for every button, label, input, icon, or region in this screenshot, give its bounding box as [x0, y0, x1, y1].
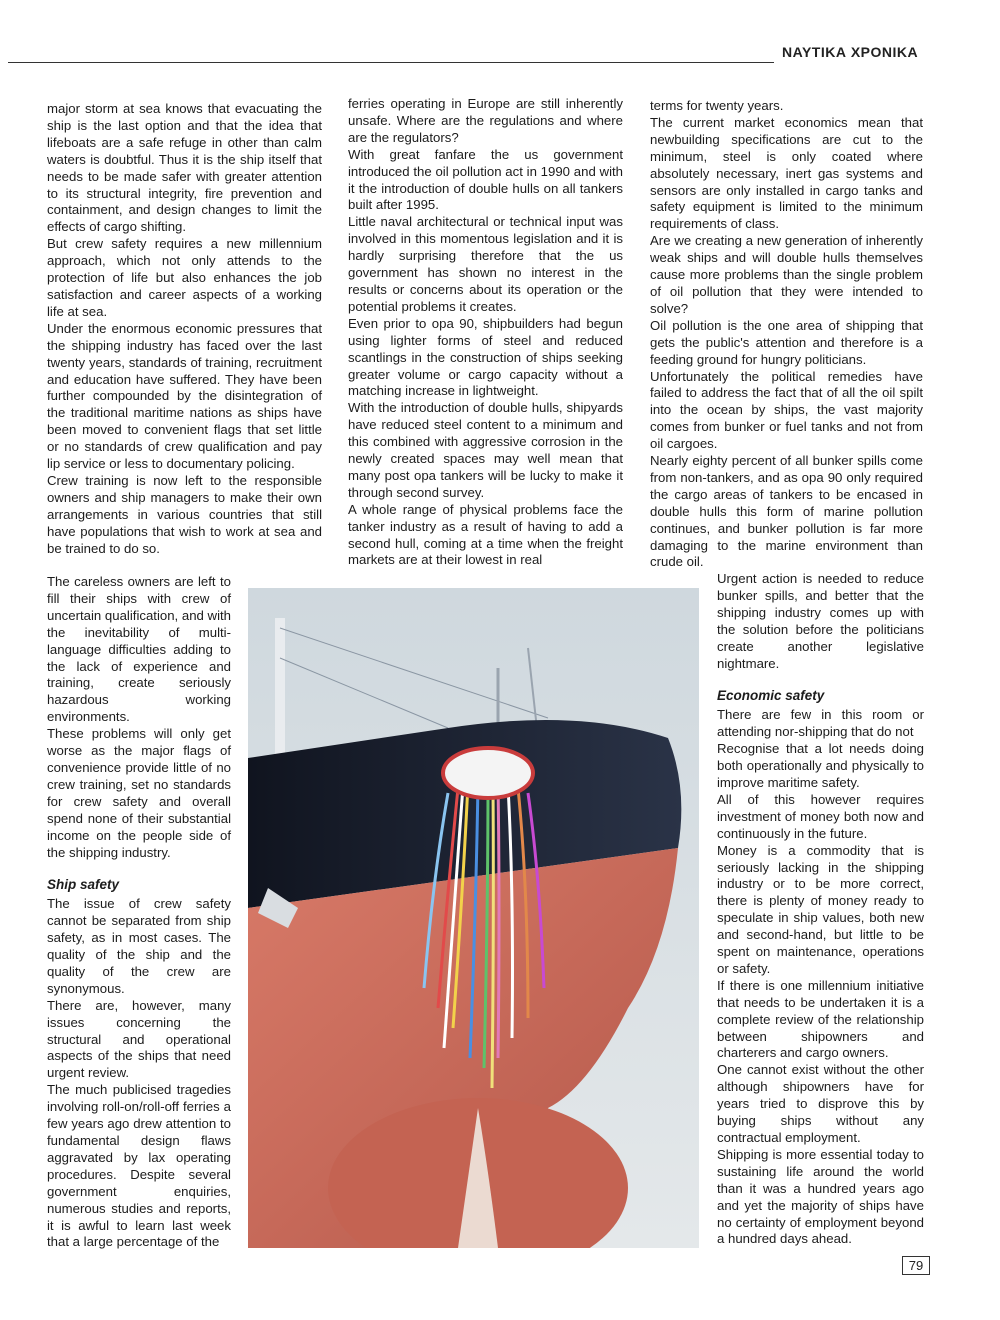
paragraph: The current market economics mean that newbuilding specifications are cut to the minimum, steel is only coated where absolutely necessary, inert gas systems and sensors are only installed in cargo tanks and safety equipment is limited to the minimum requirements of class. — [650, 114, 923, 232]
paragraph: Oil pollution is the one area of shipping that gets the public's attention and therefore is a feeding ground for hungry politicians. — [650, 317, 923, 367]
paragraph: Money is a commodity that is seriously lacking in the shipping industry or to be more correct, there is plenty of money ready to speculate in ship values, both new and second-hand, but little to be spent on maintenance, operations or safety. — [717, 842, 924, 976]
section-heading-ship-safety: Ship safety — [47, 877, 120, 893]
column-3-narrow — [717, 571, 924, 1248]
paragraph: The issue of crew safety cannot be separated from ship safety, as in most cases. The quality of the ship and the quality of the crew are synonymous. — [47, 896, 231, 996]
paragraph: Are we creating a new generation of inherently weak ships and will double hulls themselves cause more problems than the single problem of oil pollution that they were intended to solve? — [650, 233, 923, 316]
column-1 — [47, 101, 322, 557]
header-rule — [8, 62, 774, 63]
paragraph: Unfortunately the political remedies have failed to address the fact that of all the oil spilt into the ocean by ships, the vast majority comes from bunker or fuel tanks and not from oil cargoes. — [650, 368, 923, 452]
column-1-narrow — [47, 574, 231, 1251]
paragraph: With the introduction of double hulls, shipyards have reduced steel content to a minimum and this combined with aggressive corrosion in the newly created spaces may well mean that many post opa tankers will be lucky to make it through second survey. — [348, 400, 623, 500]
paragraph: The much publicised tragedies involving roll-on/roll-off ferries a few years ago drew attention to fundamental design flaws aggravated by lax operating procedures. Despite several government enquiries, numerous studies and reports, it is awful to learn last week that a large percentage of the — [47, 1082, 231, 1250]
paragraph: The careless owners are left to fill their ships with crew of uncertain qualification, and with the inevitability of multi-language difficulties adding to the lack of experience and training, create seriously hazardous working environments. — [47, 574, 232, 725]
paragraph: Shipping is more essential today to sustaining life around the world than it was a hundred years ago and yet the majority of ships have no certainty of employment beyond a hundred days ahead. — [717, 1146, 924, 1247]
paragraph: Crew training is now left to the responsible owners and ship managers to make their own arrangements in various countries that still have populations that wish to work at sea and be trained to do so. — [47, 472, 322, 556]
paragraph: ferries operating in Europe are still inherently unsafe. Where are the regulations and where are the regulators? — [348, 96, 623, 145]
column-3 — [650, 98, 923, 571]
paragraph: Recognise that a lot needs doing both operationally and physically to improve maritime safety. — [717, 741, 924, 790]
paragraph: But crew safety requires a new millennium approach, which not only attends to the protection of life but also enhances the job satisfaction and career aspects of a working life at sea. — [47, 236, 322, 319]
paragraph: major storm at sea knows that evacuating the ship is the last option and that the idea that lifeboats are a safe refuge in other than calm waters is doubtful. Thus it is the ship itself that needs to be made safer with greater attention to its structural integrity, fire prevention and containment, and design changes to limit the effects of cargo shifting. — [47, 101, 322, 235]
paragraph: One cannot exist without the other although shipowners have for years tried to disprove this by buying ships without any contractual employment. — [717, 1062, 924, 1145]
paragraph: With great fanfare the us government introduced the oil pollution act in 1990 and with it the introduction of double hulls on all tankers built after 1995. — [348, 146, 623, 213]
section-heading-economic-safety: Economic safety — [717, 688, 825, 704]
page-number: 79 — [902, 1256, 930, 1275]
paragraph: These problems will only get worse as the major flags of convenience provide little of no crew training, set no standards for crew safety and overall spend none of their substantial income on the people side of the shipping industry. — [47, 726, 231, 860]
paragraph: All of this however requires investment of money both now and continuously in the future. — [717, 791, 924, 841]
ship-launch-photo — [248, 588, 699, 1248]
paragraph: Little naval architectural or technical input was involved in this momentous legislation and it is hardly surprising therefore that the us government has shown no interest in the results or concerns about its operation or the potential problems it creates. — [348, 214, 623, 314]
streamer-ball — [443, 748, 533, 798]
paragraph: If there is one millennium initiative that needs to be undertaken it is a complete review of the relationship between shipowners and charterers and cargo owners. — [717, 977, 924, 1061]
paragraph: Under the enormous economic pressures that the shipping industry has faced over the last twenty years, standards of training, recruitment and education have suffered. They have been further compounded by the disintegration of the traditional maritime nations as ships have been moved to convenient flags that set little or no standards of crew qualification and pay lip service or less to documentary policing. — [47, 320, 322, 472]
paragraph: Urgent action is needed to reduce bunker spills, and better that the shipping industry comes up with the solution before the politicians create another legislative nightmare. — [717, 571, 924, 671]
column-2 — [348, 96, 623, 569]
paragraph: A whole range of physical problems face the tanker industry as a result of having to add a second hull, coming at a time when the freight markets are at their lowest in real — [348, 501, 623, 568]
paragraph: There are, however, many issues concerning the structural and operational aspects of the ships that need urgent review. — [47, 997, 231, 1081]
paragraph: Nearly eighty percent of all bunker spills come from non-tankers, and as opa 90 only required the cargo areas of tankers to be encased in double hulls this form of marine pollution continues, and bunker pollution is far more damaging to the marine environment than crude oil. — [650, 453, 923, 570]
paragraph: terms for twenty years. — [650, 98, 784, 113]
paragraph: There are few in this room or attending nor-shipping that do not — [717, 707, 924, 740]
magazine-header: ΝΑΥΤΙΚΑ ΧΡΟΝΙΚΑ — [782, 44, 919, 60]
paragraph: Even prior to opa 90, shipbuilders had begun using lighter forms of steel and reduced scantlings in the construction of ships seeking greater volume or cargo capacity without a matching increase in lightweight. — [348, 315, 623, 399]
